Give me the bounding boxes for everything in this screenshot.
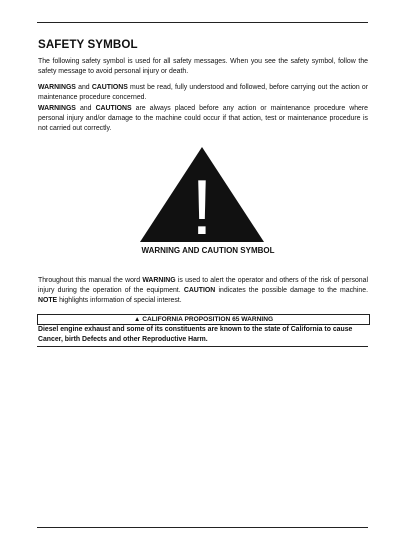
placement-paragraph [38, 104, 368, 134]
top-divider [37, 22, 368, 23]
page-title: SAFETY SYMBOL [38, 38, 138, 51]
text-run: Throughout this manual the word [38, 277, 143, 284]
cautions-term: CAUTIONS [91, 84, 128, 91]
prop65-title: ▲ CALIFORNIA PROPOSITION 65 WARNING [133, 316, 274, 323]
exclamation-mark: ! [191, 163, 213, 243]
text-run: must be read, fully understood and followed, before carrying out the action or maintenance procedure concerned. [38, 84, 368, 101]
text-run: are always placed before any action or maintenance procedure where personal injury and/or damage to the machine could occur if that action, test or maintenance procedure is not carried out correctly. [38, 105, 369, 132]
cautions-term: CAUTIONS [95, 105, 132, 112]
symbol-caption: WARNING AND CAUTION SYMBOL [141, 246, 275, 255]
prop65-divider [37, 346, 368, 347]
intro-paragraph: The following safety symbol is used for all safety messages. When you see the safety symbol, follow the safety message to avoid personal injury or death. [38, 58, 368, 75]
bottom-divider [37, 527, 368, 528]
caution-term: CAUTION [183, 287, 216, 294]
note-term: NOTE [38, 297, 58, 304]
read-warnings-paragraph [38, 83, 368, 103]
warnings-term: WARNINGS [38, 84, 76, 91]
terms-paragraph [38, 276, 368, 306]
text-run: highlights information of special interest. [57, 297, 182, 304]
text-run: is used to alert the operator and others of the risk of personal injury during the operation of the equipment. [38, 277, 368, 294]
prop65-warning-text: Diesel engine exhaust and some of its constituents are known to the state of California to cause Cancer, birth Defects and other Reproductive Harm. [38, 326, 353, 343]
text-run: indicates the possible damage to the machine. [215, 287, 368, 294]
warnings-term: WARNINGS [38, 105, 76, 112]
text-run: and [75, 105, 96, 112]
text-run: and [75, 84, 92, 91]
warning-triangle-icon [139, 146, 265, 243]
warning-term: WARNING [142, 277, 176, 284]
prop65-title-box [37, 314, 370, 325]
